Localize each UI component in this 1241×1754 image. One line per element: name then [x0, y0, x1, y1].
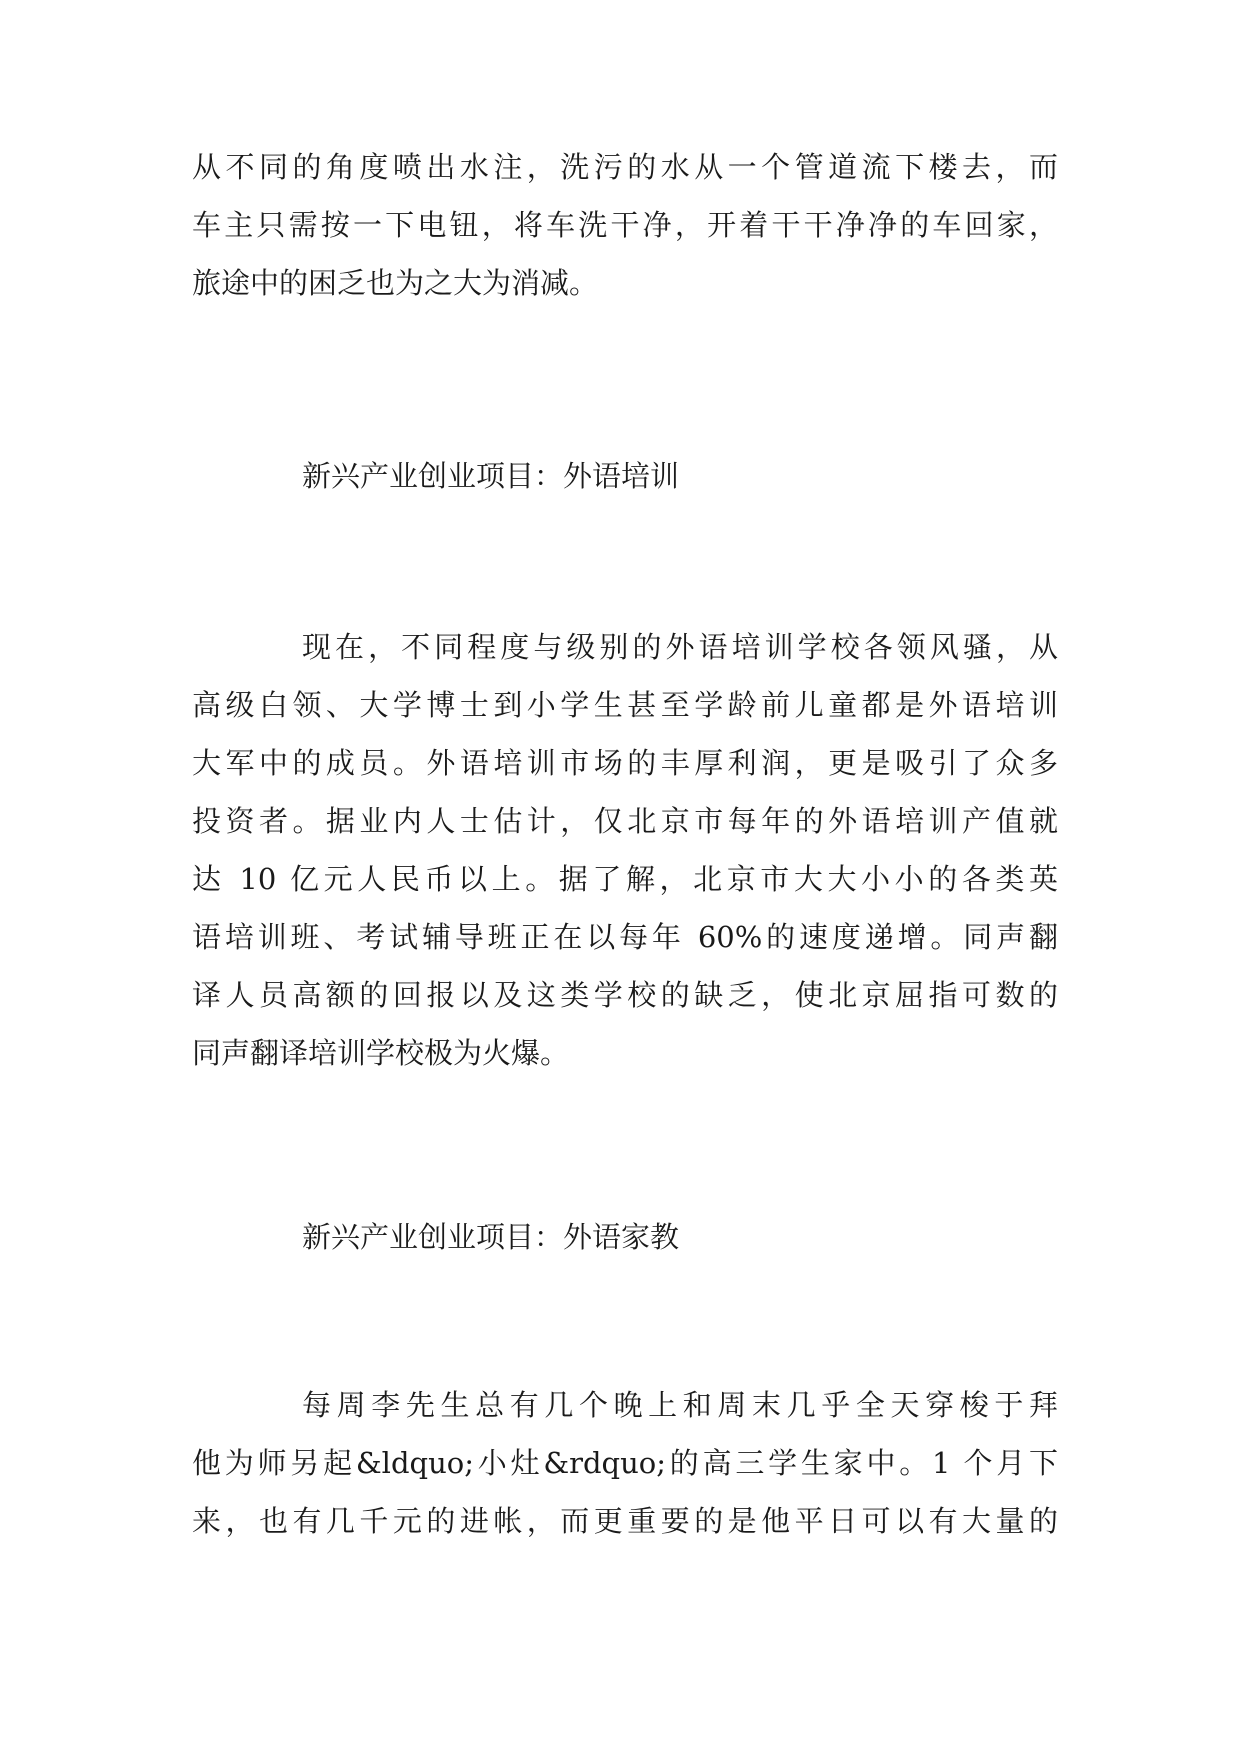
- paragraph-language-training: [192, 618, 1058, 1082]
- paragraph-car-wash: [192, 138, 1058, 312]
- paragraph-line: 高级白领、大学博士到小学生甚至学龄前儿童都是外语培训: [192, 688, 1058, 722]
- paragraph-line: 大军中的成员。外语培训市场的丰厚利润，更是吸引了众多: [192, 746, 1058, 780]
- paragraph-line: 车主只需按一下电钮，将车洗干净，开着干干净净的车回家，: [192, 208, 1058, 242]
- paragraph-line: 投资者。据业内人士估计，仅北京市每年的外语培训产值就: [192, 804, 1058, 838]
- paragraph-line: 译人员高额的回报以及这类学校的缺乏，使北京屈指可数的: [192, 978, 1058, 1012]
- paragraph-line: 同声翻译培训学校极为火爆。: [192, 1036, 570, 1070]
- paragraph-line: 达 10 亿元人民币以上。据了解，北京市大大小小的各类英: [192, 862, 1058, 896]
- paragraph-line: 他为师另起&ldquo;小灶&rdquo;的高三学生家中。1 个月下: [192, 1446, 1058, 1480]
- section-heading-foreign-language-tutoring: 新兴产业创业项目：外语家教: [302, 1220, 680, 1254]
- paragraph-line: 现在，不同程度与级别的外语培训学校各领风骚，从: [302, 630, 1058, 664]
- paragraph-language-tutoring: [192, 1376, 1058, 1550]
- paragraph-line: 从不同的角度喷出水注，洗污的水从一个管道流下楼去，而: [192, 150, 1058, 184]
- paragraph-line: 语培训班、考试辅导班正在以每年 60%的速度递增。同声翻: [192, 920, 1058, 954]
- section-heading-foreign-language-training: 新兴产业创业项目：外语培训: [302, 459, 680, 493]
- paragraph-line: 旅途中的困乏也为之大为消减。: [192, 266, 599, 300]
- paragraph-line: 每周李先生总有几个晚上和周末几乎全天穿梭于拜: [302, 1388, 1058, 1422]
- paragraph-line: 来，也有几千元的进帐，而更重要的是他平日可以有大量的: [192, 1504, 1058, 1538]
